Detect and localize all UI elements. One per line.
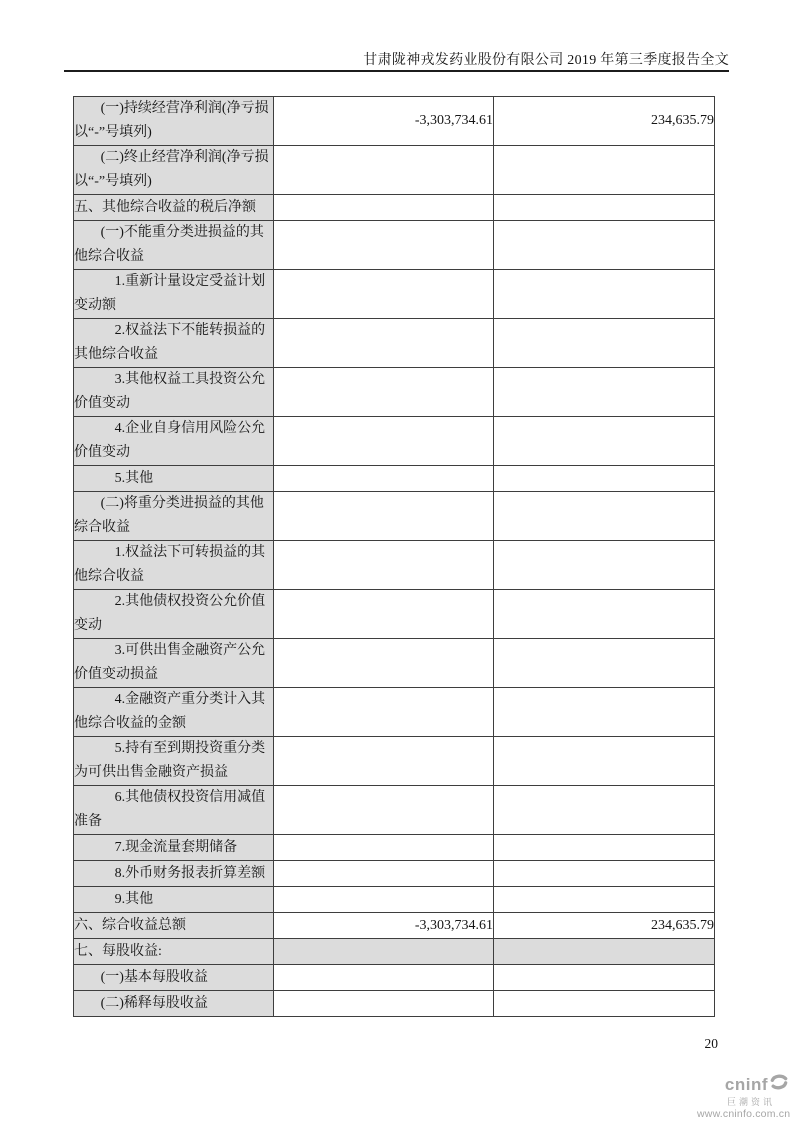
table-row — [74, 861, 715, 887]
table-row — [74, 221, 715, 270]
row-value — [494, 195, 715, 221]
row-value — [494, 270, 715, 319]
row-label: 2.其他债权投资公允价值变动 — [74, 590, 274, 639]
table-row — [74, 541, 715, 590]
table-row — [74, 965, 715, 991]
table-row — [74, 688, 715, 737]
table-row — [74, 368, 715, 417]
row-label: 9.其他 — [74, 887, 274, 913]
row-value — [494, 466, 715, 492]
row-value — [494, 319, 715, 368]
table-row — [74, 991, 715, 1017]
row-value — [274, 887, 494, 913]
row-label: 7.现金流量套期储备 — [74, 835, 274, 861]
table-row — [74, 737, 715, 786]
row-label: 6.其他债权投资信用减值准备 — [74, 786, 274, 835]
table-row — [74, 146, 715, 195]
row-value: -3,303,734.61 — [274, 913, 494, 939]
row-value — [274, 737, 494, 786]
row-value — [274, 270, 494, 319]
row-label: 3.其他权益工具投资公允价值变动 — [74, 368, 274, 417]
cninfo-logo — [697, 1072, 789, 1120]
row-value: 234,635.79 — [494, 913, 715, 939]
table-row — [74, 195, 715, 221]
row-value — [494, 146, 715, 195]
table-row — [74, 319, 715, 368]
row-value — [494, 639, 715, 688]
row-value — [274, 195, 494, 221]
row-value — [494, 786, 715, 835]
row-label: 1.权益法下可转损益的其他综合收益 — [74, 541, 274, 590]
row-value — [494, 965, 715, 991]
table-row — [74, 835, 715, 861]
row-value — [274, 965, 494, 991]
cninfo-swirl-icon — [769, 1072, 789, 1096]
row-value: -3,303,734.61 — [274, 97, 494, 146]
row-label: 七、每股收益: — [74, 939, 274, 965]
row-label: 六、综合收益总额 — [74, 913, 274, 939]
row-label: (一)持续经营净利润(净亏损以“-”号填列) — [74, 97, 274, 146]
row-value — [274, 590, 494, 639]
table-row — [74, 913, 715, 939]
cninfo-chinese-name: 巨潮资讯 — [726, 1097, 775, 1107]
table-row — [74, 417, 715, 466]
row-value — [274, 417, 494, 466]
table-row — [74, 590, 715, 639]
row-label: 3.可供出售金融资产公允价值变动损益 — [74, 639, 274, 688]
table-row — [74, 492, 715, 541]
row-value — [494, 991, 715, 1017]
row-value — [494, 887, 715, 913]
row-value — [274, 492, 494, 541]
row-value — [274, 368, 494, 417]
row-value — [274, 541, 494, 590]
row-label: (二)终止经营净利润(净亏损以“-”号填列) — [74, 146, 274, 195]
table-row — [74, 270, 715, 319]
table-row — [74, 466, 715, 492]
row-value — [274, 146, 494, 195]
row-value — [494, 861, 715, 887]
row-value — [494, 541, 715, 590]
report-header-title: 甘肃陇神戎发药业股份有限公司 2019 年第三季度报告全文 — [363, 53, 729, 68]
row-label: (一)不能重分类进损益的其他综合收益 — [74, 221, 274, 270]
table-row — [74, 887, 715, 913]
row-label: (二)将重分类进损益的其他综合收益 — [74, 492, 274, 541]
row-value — [274, 991, 494, 1017]
row-label: 5.持有至到期投资重分类为可供出售金融资产损益 — [74, 737, 274, 786]
row-label: 8.外币财务报表折算差额 — [74, 861, 274, 887]
cninfo-wordmark: cninf — [724, 1074, 768, 1094]
row-value — [274, 466, 494, 492]
comprehensive-income-table — [73, 96, 715, 1017]
row-label: 5.其他 — [74, 466, 274, 492]
row-value — [274, 688, 494, 737]
row-value — [274, 835, 494, 861]
row-value — [494, 221, 715, 270]
row-value — [494, 368, 715, 417]
row-label: (二)稀释每股收益 — [74, 991, 274, 1017]
table-row — [74, 786, 715, 835]
row-value — [494, 590, 715, 639]
cninfo-url: www.cninfo.com.cn — [697, 1108, 791, 1120]
row-value — [494, 939, 715, 965]
row-value — [494, 835, 715, 861]
cninfo-wordmark-row — [697, 1072, 789, 1096]
page-number: 20 — [704, 1036, 718, 1051]
row-label: 2.权益法下不能转损益的其他综合收益 — [74, 319, 274, 368]
row-value — [274, 786, 494, 835]
row-value — [494, 737, 715, 786]
row-label: 五、其他综合收益的税后净额 — [74, 195, 274, 221]
table-row — [74, 939, 715, 965]
row-label: 4.金融资产重分类计入其他综合收益的金额 — [74, 688, 274, 737]
row-value — [274, 221, 494, 270]
row-value — [274, 861, 494, 887]
header-divider — [64, 70, 729, 72]
table-row — [74, 639, 715, 688]
row-label: 1.重新计量设定受益计划变动额 — [74, 270, 274, 319]
row-value — [494, 688, 715, 737]
row-value — [494, 492, 715, 541]
row-value — [274, 639, 494, 688]
row-label: 4.企业自身信用风险公允价值变动 — [74, 417, 274, 466]
row-label: (一)基本每股收益 — [74, 965, 274, 991]
row-value: 234,635.79 — [494, 97, 715, 146]
row-value — [274, 319, 494, 368]
row-value — [494, 417, 715, 466]
table-row — [74, 97, 715, 146]
row-value — [274, 939, 494, 965]
